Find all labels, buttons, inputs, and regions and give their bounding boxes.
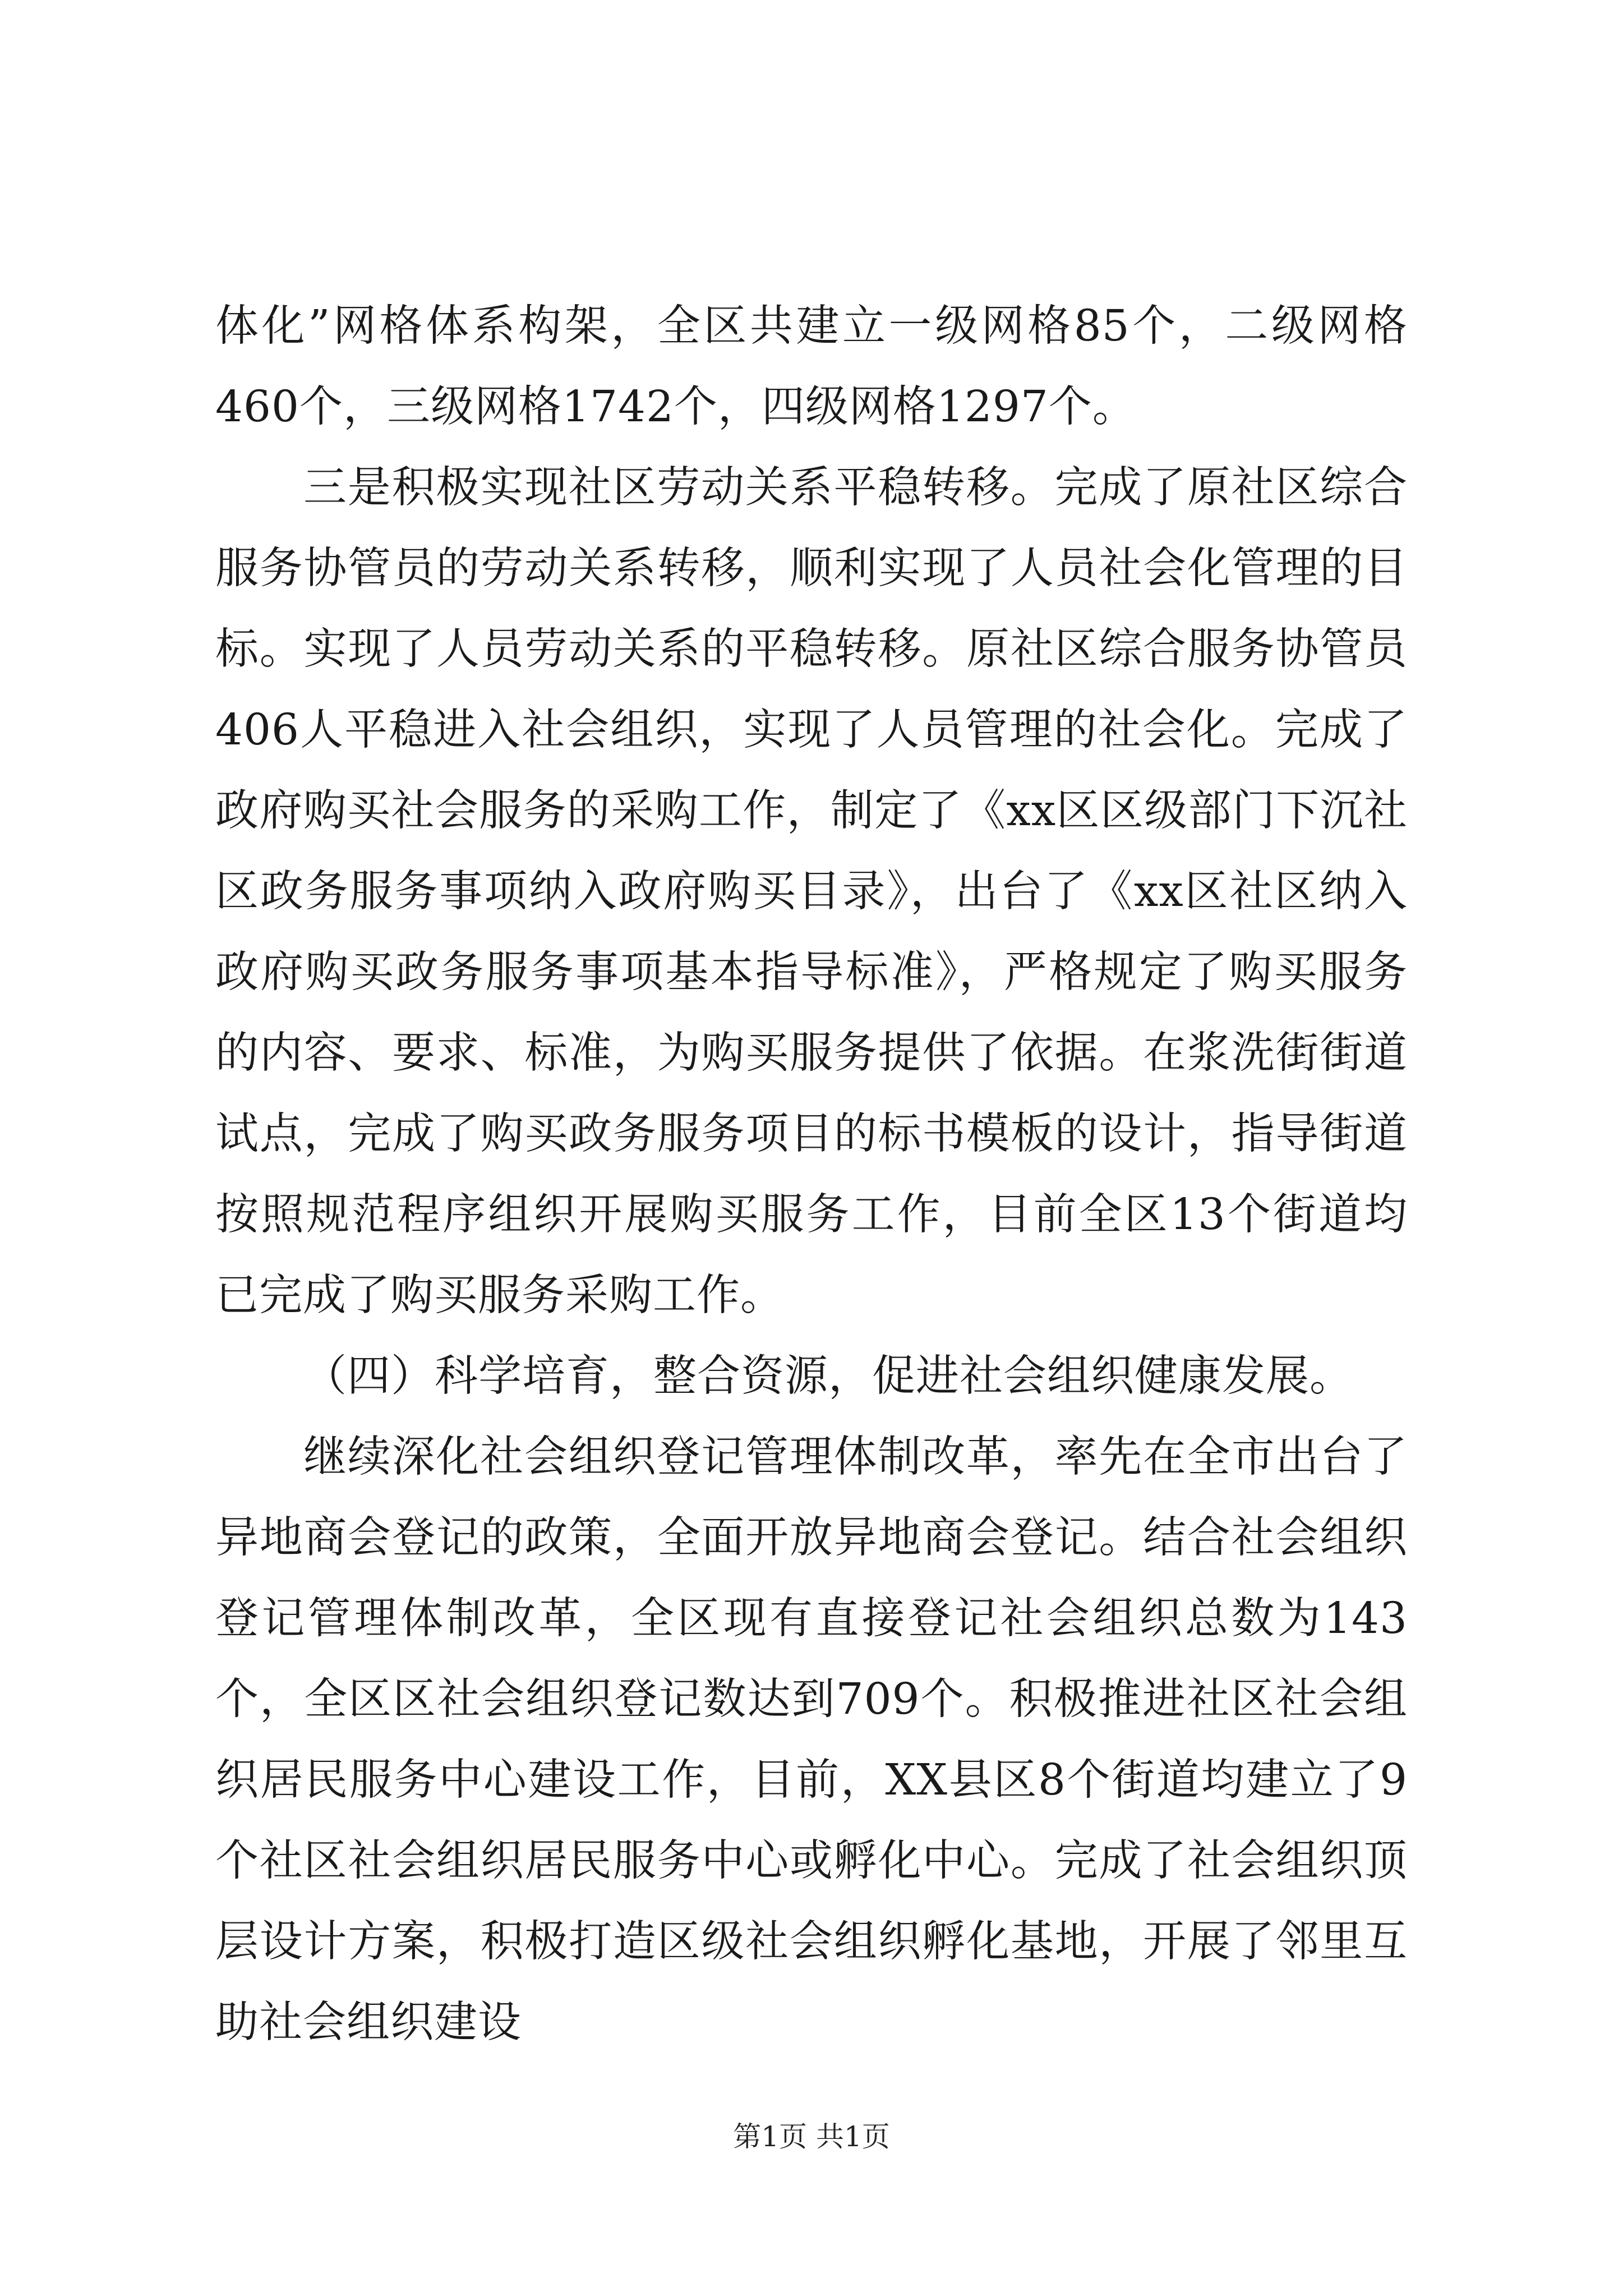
paragraph-labor-transfer: 三是积极实现社区劳动关系平稳转移。完成了原社区综合服务协管员的劳动关系转移，顺利实现了人员社会化管理的目标。实现了人员劳动关系的平稳转移。原社区综合服务协管员406人平稳进入社会组织，实现了人员管理的社会化。完成了政府购买社会服务的采购工作，制定了《xx区区级部门下沉社区政务服务事项纳入政府购买目录》，出台了《xx区社区纳入政府购买政务服务事项基本指导标准》，严格规定了购买服务的内容、要求、标准，为购买服务提供了依据。在浆洗街街道试点，完成了购买政务服务项目的标书模板的设计，指导街道按照规范程序组织开展购买服务工作，目前全区13个街道均已完成了购买服务采购工作。 — [215, 463, 1408, 1320]
paragraph-social-organizations: 继续深化社会组织登记管理体制改革，率先在全市出台了异地商会登记的政策，全面开放异地商会登记。结合社会组织登记管理体制改革，全区现有直接登记社会组织总数为143个，全区区社会组织登记数达到709个。积极推进社区社会组织居民服务中心建设工作，目前，XX县区8个街道均建立了9个社区社会组织居民服务中心或孵化中心。完成了社会组织顶层设计方案，积极打造区级社会组织孵化基地，开展了邻里互助社会组织建设 — [215, 1432, 1408, 2047]
document-body — [215, 286, 1408, 2063]
page-footer: 第1页 共1页 — [733, 2120, 890, 2153]
section-heading-four: （四）科学培育，整合资源，促进社会组织健康发展。 — [303, 1351, 1353, 1401]
paragraph-grid-system: 体化”网格体系构架，全区共建立一级网格85个，二级网格460个，三级网格1742个，四级网格1297个。 — [215, 301, 1408, 432]
